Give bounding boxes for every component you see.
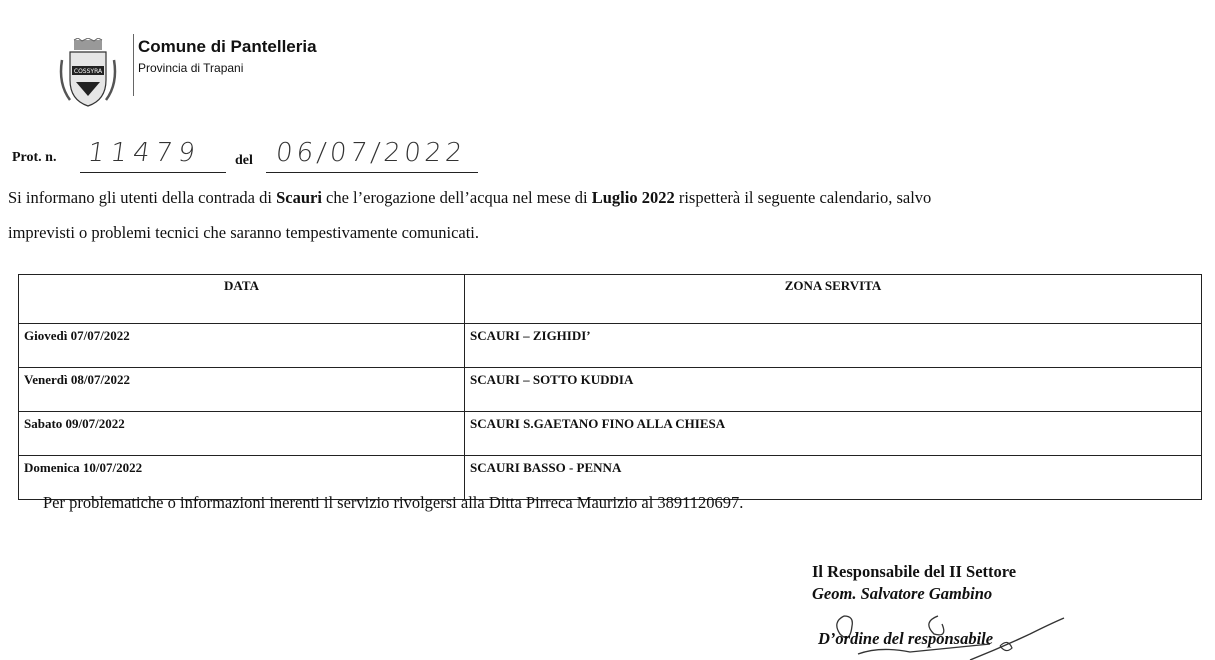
intro-text-a: Si informano gli utenti della contrada di [8,188,277,207]
protocol-number: 11479 [85,138,203,168]
intro-month: Luglio 2022 [591,188,675,207]
row-zone: SCAURI S.GAETANO FINO ALLA CHIESA [465,412,1202,456]
column-header-data: DATA [19,275,465,324]
row-date: Giovedì 07/07/2022 [19,324,465,368]
water-schedule-table [18,274,1202,500]
signatory-order: D’ordine del responsabile [818,629,994,648]
table-row [19,324,1202,368]
table-row [19,412,1202,456]
row-zone: SCAURI BASSO - PENNA [465,456,1202,500]
signatory-title: Il Responsabile del II Settore [812,562,1017,581]
municipal-crest-logo [56,38,120,110]
signatory-name: Geom. Salvatore Gambino [812,584,993,603]
protocol-date-underline [266,172,478,173]
column-header-zona: ZONA SERVITA [465,275,1202,324]
intro-text-b: che l’erogazione dell’acqua nel mese di [321,188,592,207]
protocol-del-label: del [235,153,253,168]
table-header-row [19,275,1202,324]
protocol-date: 06/07/2022 [274,138,468,168]
row-zone: SCAURI – ZIGHIDI’ [465,324,1202,368]
table-row [19,368,1202,412]
intro-line-1 [8,188,931,208]
intro-contrada: Scauri [276,188,322,207]
contact-info: Per problematiche o informazioni inerenti il servizio rivolgersi alla Ditta Pirreca Maurizio al 3891120697. [43,493,744,512]
row-date: Sabato 09/07/2022 [19,412,465,456]
intro-text-c: rispetterà il seguente calendario, salvo [674,188,932,207]
org-name: Comune di Pantelleria [138,37,317,56]
protocol-number-underline [80,172,226,173]
crest-label: COSSYRA [73,68,103,75]
row-date: Venerdì 08/07/2022 [19,368,465,412]
intro-line-2: imprevisti o problemi tecnici che saranno tempestivamente comunicati. [8,223,480,242]
org-province: Provincia di Trapani [138,61,244,75]
row-date: Domenica 10/07/2022 [19,456,465,500]
row-zone: SCAURI – SOTTO KUDDIA [465,368,1202,412]
header-divider [133,34,134,96]
protocol-prefix: Prot. n. [12,150,57,165]
